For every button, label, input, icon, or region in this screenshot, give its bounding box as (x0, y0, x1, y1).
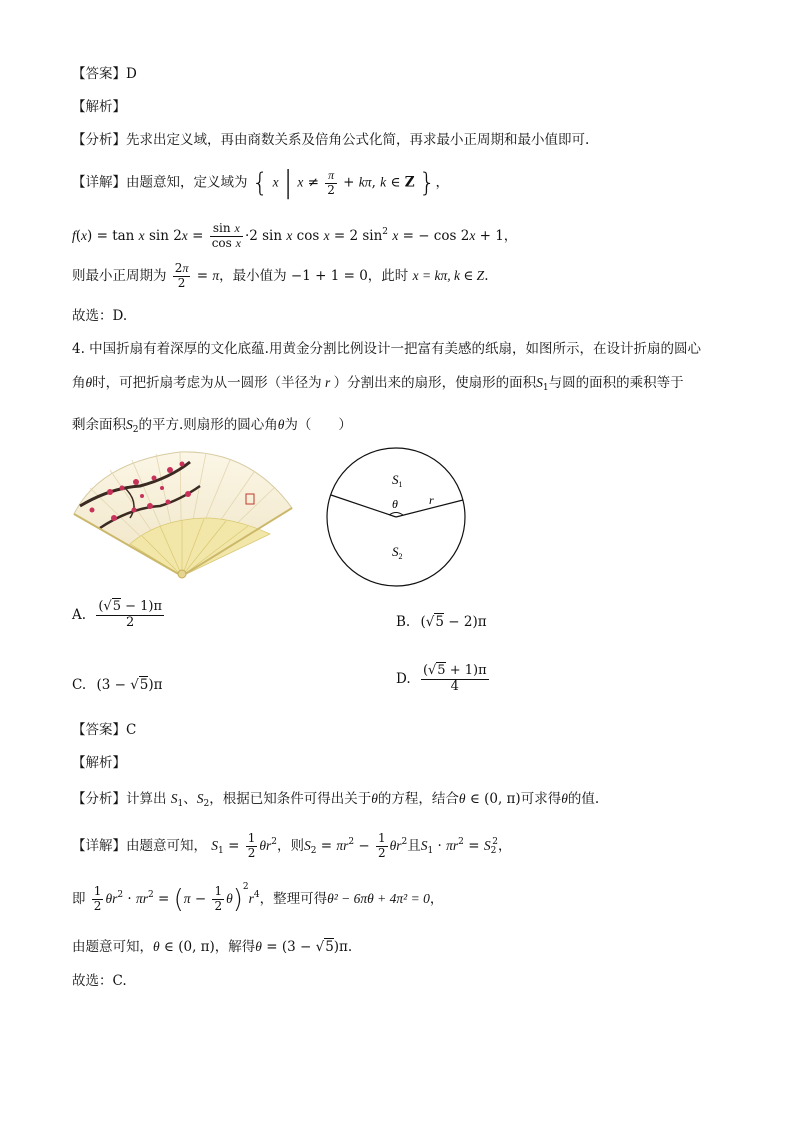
q4-conclusion (72, 975, 127, 989)
option-a-label: A. (72, 606, 87, 623)
fenxi-e: 的值. (567, 791, 600, 807)
q4-xiangjie-line: 【详解】由题意可知， $S_1$ = $\frac{1}{2}$ $\theta r^2$，则$S_2 = \pi r^2$ − $\frac{1}{2}$ $\theta r^2$且$S_1 \cdot \pi r^2 = S_2^2$， (72, 831, 512, 860)
fenxi-a: 计算出 (126, 791, 167, 807)
answer-tag: 【答案】 (72, 66, 126, 82)
conclusion-text: 故选：C. (72, 973, 127, 989)
q4-analysis-heading (72, 757, 126, 771)
period-suffix: ，此时 (367, 267, 409, 284)
label-r: r (429, 493, 434, 507)
q4-stem-line1 (72, 343, 701, 357)
q4-stem-line3: 剩余面积$S_2$的平方.则扇形的圆心角θ为（ ） (72, 417, 352, 435)
xiangjie-tag: 【详解】 (72, 837, 126, 854)
option-b-value: (√5 − 2)π (420, 614, 487, 630)
period-prefix: 则最小正周期为 (72, 267, 167, 284)
q4-fenxi-line: 【分析】计算出 $S_1$、$S_2$，根据已知条件可得出关于θ的方程，结合θ ∈ (0, π)可求得θ的值. (72, 791, 600, 809)
stem-text-2a: 角 (72, 375, 86, 391)
fenxi-tag: 【分析】 (72, 132, 126, 148)
stem-text-2c: ）分割出来的扇形，使扇形的面积 (333, 375, 537, 391)
option-c-value: (3 − √5)π (96, 677, 163, 693)
stem-text-3a: 剩余面积 (72, 417, 126, 433)
q4-answer-line (72, 724, 136, 738)
analysis-tag: 【解析】 (72, 99, 126, 115)
fenxi-b: ，根据已知条件可得出关于 (209, 791, 372, 807)
option-d-label: D. (396, 670, 411, 687)
fenxi-c: 的方程，结合 (377, 791, 459, 807)
fenxi-d: 可求得 (520, 791, 562, 807)
stem-text-1: 4. 中国折扇有着深厚的文化底蕴.用黄金分割比例设计一把富有美感的纸扇，如图所示，在设计折扇的圆心 (72, 341, 701, 357)
option-b (396, 614, 487, 630)
q3-xiangjie-line: 【详解】由题意知，定义域为 { x | x ≠ $\frac{\pi}{2}$ + kπ, k ∈ Z }， (72, 165, 449, 200)
answer-value: D (126, 66, 137, 82)
folding-fan-image (70, 448, 302, 582)
ji-prefix: 即 (72, 891, 86, 907)
xiangjie-b: ，则 (276, 837, 304, 854)
ji-mid: ，整理可得 (259, 891, 328, 907)
final-prefix: 由题意可知， (72, 939, 153, 955)
stem-text-3b: 的平方.则扇形的圆心角 (138, 417, 278, 433)
option-a-value: $\frac{(√5 - 1)\pi}{2}$ (98, 599, 163, 630)
q3-func-line (72, 222, 517, 251)
angle-arc (389, 513, 403, 516)
label-s1: $S_1$ (392, 472, 403, 489)
xiangjie-c: 且 (407, 837, 421, 854)
option-d-value: $\frac{(√5 + 1)\pi}{4}$ (422, 663, 487, 694)
analysis-tag: 【解析】 (72, 755, 126, 771)
final-mid: ，解得 (214, 939, 256, 955)
fenxi-text: 先求出定义域，再由商数关系及倍角公式化简，再求最小正周期和最小值即可. (126, 132, 590, 148)
circle-sector-diagram (326, 446, 466, 588)
domain-set: { x | x ≠ $\frac{\pi}{2}$ + kπ, k ∈ Z } (251, 165, 436, 200)
q4-final-line: 由题意可知，θ ∈ (0, π)，解得θ = (3 − √5)π. (72, 939, 353, 955)
min-expr: −1 + 1 = 0 (290, 267, 368, 284)
option-b-label: B. (396, 614, 411, 630)
q4-ji-line: 即 $\frac{1}{2}$ $\theta r^2 \cdot \pi r^2 = (\pi$ − $\frac{1}{2}$ $\theta)^2r^4$，整理可得θ² − 6πθ + 4π² = 0， (72, 882, 444, 915)
q3-conclusion (72, 310, 127, 324)
option-a (72, 600, 166, 631)
radius-left (331, 495, 396, 517)
answer-value: C (126, 722, 137, 738)
label-s2: $S_2$ (392, 544, 403, 561)
q3-period-line: 则最小正周期为 $\frac{2\pi}{2}$ = π，最小值为 −1 + 1 = 0，此时 x = kπ, k ∈ Z. (72, 261, 489, 290)
at-expr: x = kπ, k ∈ Z (412, 267, 485, 283)
option-c (72, 677, 163, 693)
period-mid: ，最小值为 (219, 267, 287, 284)
option-c-label: C. (72, 677, 87, 693)
stem-text-2d: 与圆的面积的乘积等于 (548, 375, 684, 391)
q4-stem-line2: 角θ时，可把折扇考虑为从一圆形（半径为 r ）分割出来的扇形，使扇形的面积$S_1$与圆的面积的乘积等于 (72, 375, 684, 393)
q3-answer-line (72, 68, 137, 82)
stem-text-2b: 时，可把折扇考虑为从一圆形（半径为 (92, 375, 322, 391)
fenxi-tag: 【分析】 (72, 791, 126, 807)
xiangjie-text: 由题意知，定义域为 (126, 174, 248, 191)
label-theta: θ (392, 497, 398, 511)
stem-text-3c: 为（ ） (284, 417, 352, 433)
option-d (396, 664, 491, 695)
xiangjie-a: 由题意可知， (126, 837, 207, 854)
conclusion-text: 故选：D. (72, 308, 128, 324)
func-expression: f(x) = tan x sin 2x = $\frac{\text{sin x}}{\text{cos x}}$ ·2 sin x cos x = 2 $\sin^2 x$ = − cos 2x + 1， (72, 221, 518, 250)
xiangjie-tag: 【详解】 (72, 174, 126, 191)
answer-tag: 【答案】 (72, 722, 126, 738)
quad-eq: θ² − 6πθ + 4π² = 0 (327, 891, 430, 906)
q3-fenxi-line (72, 134, 589, 148)
q3-analysis-heading (72, 101, 126, 115)
